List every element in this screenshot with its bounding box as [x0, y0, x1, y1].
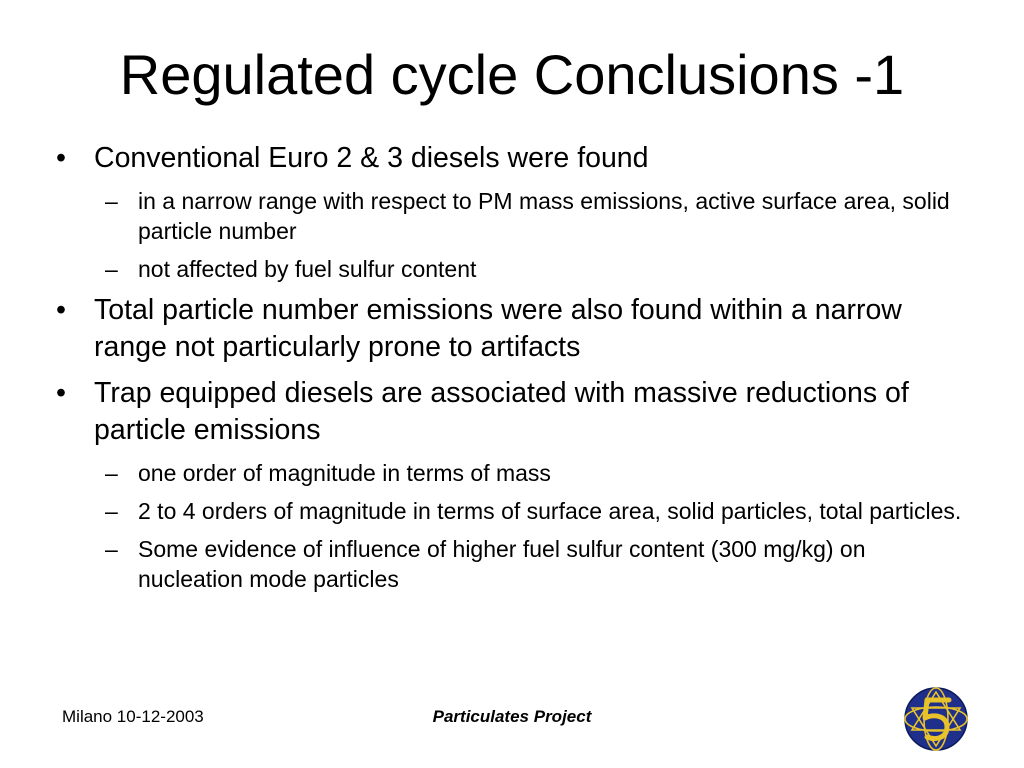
bullet-1: • Conventional Euro 2 & 3 diesels were found: [94, 140, 976, 177]
footer-date: Milano 10-12-2003: [62, 707, 204, 726]
bullet-3: • Trap equipped diesels are associated with massive reductions of particle emissions: [94, 375, 976, 449]
sub-bullet-3-2: – 2 to 4 orders of magnitude in terms of surface area, solid particles, total particles.: [138, 496, 976, 526]
footer-project: Particulates Project: [432, 707, 592, 726]
bullet-2: • Total particle number emissions were also found within a narrow range not particularly prone to artifacts: [94, 292, 976, 366]
sub-bullet-1-2: – not affected by fuel sulfur content: [138, 254, 976, 284]
slide-title: Regulated cycle Conclusions -1: [119, 43, 905, 106]
sub-bullet-3-1: – one order of magnitude in terms of mass: [138, 458, 976, 488]
sub-bullet-3-3: – Some evidence of influence of higher fuel sulfur content (300 mg/kg) on nucleation mode particles: [138, 534, 976, 594]
globe-five-logo-icon: [903, 686, 969, 752]
sub-bullet-1-1: – in a narrow range with respect to PM mass emissions, active surface area, solid particle number: [138, 186, 976, 246]
slide-body: [0, 140, 1024, 602]
